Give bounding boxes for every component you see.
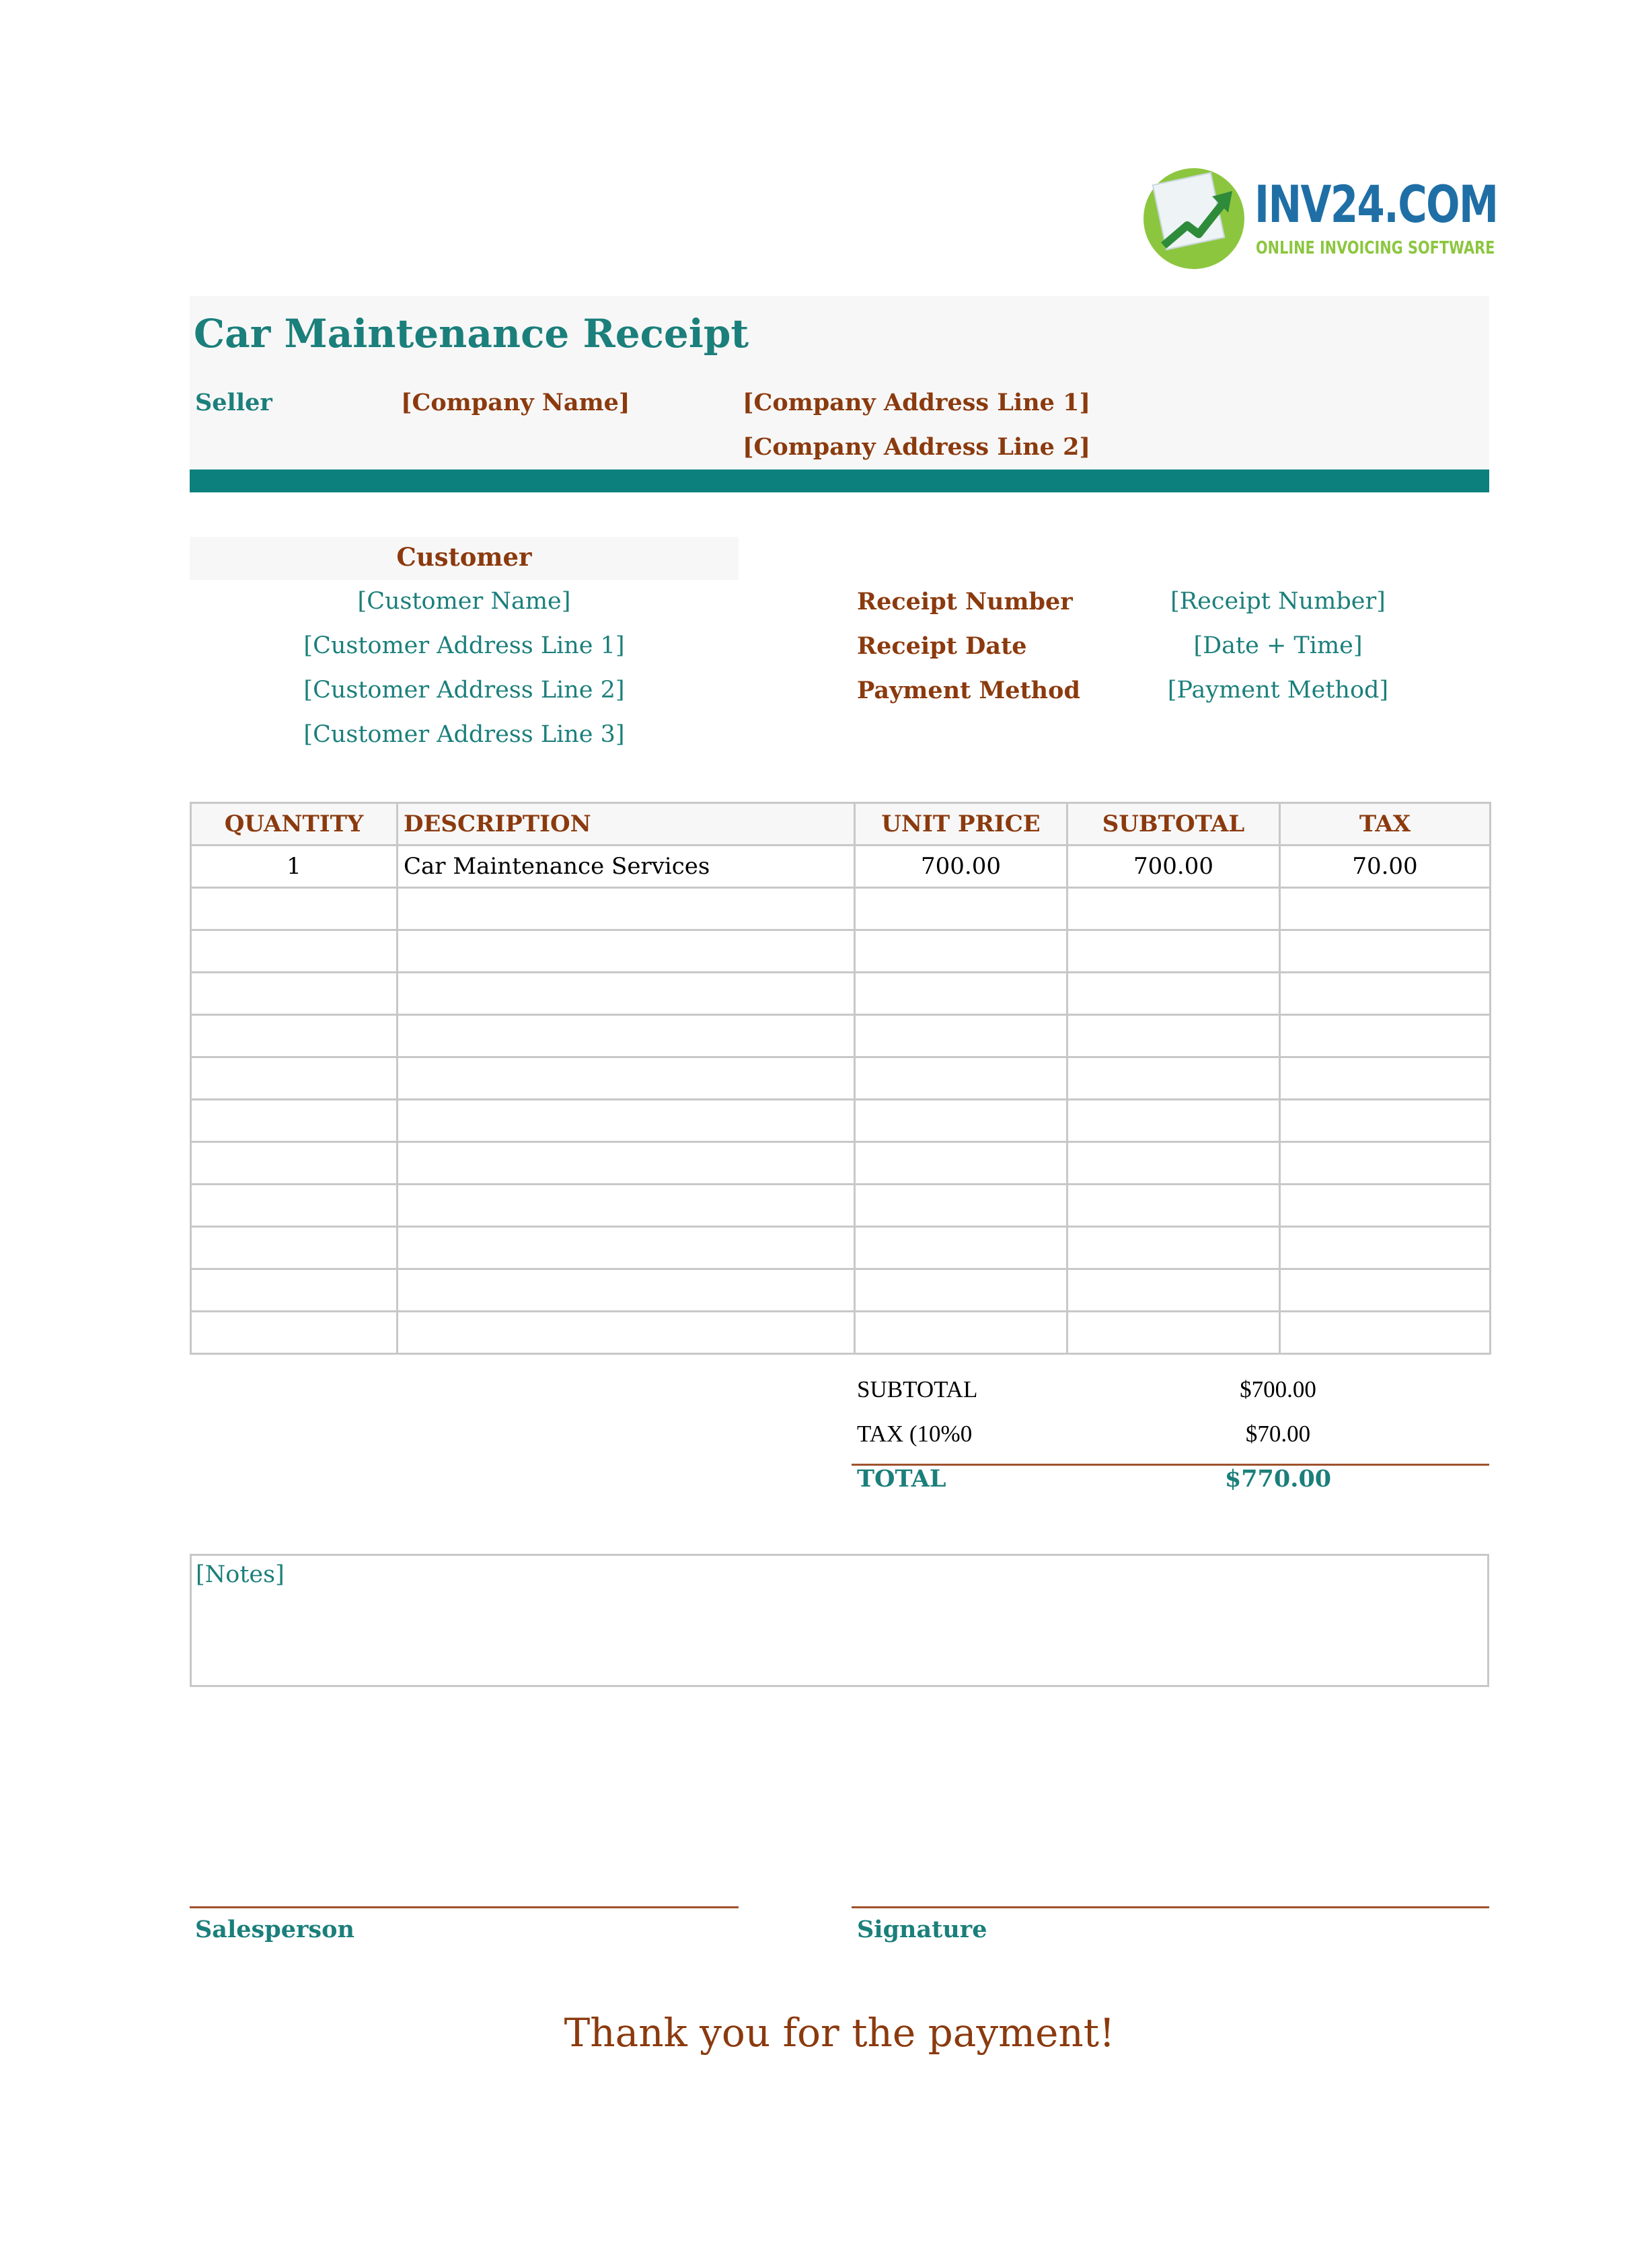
empty-cell: [398, 973, 855, 1015]
cell-description: Car Maintenance Services: [398, 846, 855, 888]
header-description: DESCRIPTION: [398, 803, 855, 846]
empty-cell: [398, 1015, 855, 1057]
header-quantity: QUANTITY: [191, 803, 398, 846]
tax-value: $70.00: [1245, 1421, 1311, 1447]
empty-cell: [1280, 1269, 1491, 1312]
empty-cell: [855, 1185, 1067, 1227]
empty-cell: [191, 1269, 398, 1312]
cell-unit-price: 700.00: [855, 846, 1067, 888]
empty-cell: [1280, 1015, 1491, 1057]
empty-cell: [1280, 973, 1491, 1015]
company-address-line-1: [Company Address Line 1]: [743, 389, 1091, 416]
table-row: [191, 930, 1491, 973]
empty-cell: [855, 1269, 1067, 1312]
empty-cell: [1067, 1312, 1280, 1354]
empty-cell: [398, 1185, 855, 1227]
total-label: TOTAL: [857, 1465, 946, 1493]
empty-cell: [1067, 1227, 1280, 1269]
empty-cell: [1067, 1269, 1280, 1312]
seller-label: Seller: [195, 389, 272, 416]
empty-cell: [1067, 888, 1280, 930]
table-row: [191, 1015, 1491, 1057]
signature-line: [852, 1906, 1489, 1908]
empty-cell: [1280, 1057, 1491, 1100]
empty-cell: [1067, 1100, 1280, 1142]
items-table: [190, 802, 1491, 1355]
table-row: [191, 1185, 1491, 1227]
empty-cell: [1067, 1057, 1280, 1100]
notes-box[interactable]: [190, 1554, 1489, 1687]
header-unit-price: UNIT PRICE: [855, 803, 1067, 846]
empty-cell: [398, 888, 855, 930]
customer-address-line-1: [Customer Address Line 1]: [303, 632, 625, 659]
header-tax: TAX: [1280, 803, 1491, 846]
page-title: Car Maintenance Receipt: [194, 311, 749, 357]
table-row: [191, 888, 1491, 930]
empty-cell: [191, 1100, 398, 1142]
salesperson-label: Salesperson: [195, 1916, 354, 1943]
inv24-logo: [1143, 168, 1498, 269]
empty-cell: [855, 973, 1067, 1015]
receipt-date-label: Receipt Date: [857, 632, 1027, 660]
receipt-date-value: [Date + Time]: [1193, 632, 1363, 659]
empty-cell: [855, 1312, 1067, 1354]
receipt-number-label: Receipt Number: [857, 588, 1073, 615]
cell-subtotal: 700.00: [1067, 846, 1280, 888]
empty-cell: [1067, 1142, 1280, 1185]
table-row: [191, 1312, 1491, 1354]
receipt-number-value: [Receipt Number]: [1170, 588, 1386, 615]
empty-cell: [1280, 1312, 1491, 1354]
empty-cell: [191, 930, 398, 973]
company-name: [Company Name]: [401, 389, 630, 416]
table-row: [191, 1100, 1491, 1142]
empty-cell: [191, 973, 398, 1015]
logo-arrow-icon: [1157, 182, 1238, 256]
empty-cell: [191, 1312, 398, 1354]
thank-you-message: Thank you for the payment!: [564, 2010, 1115, 2056]
tax-label: TAX (10%0: [857, 1421, 973, 1447]
table-row: [191, 1142, 1491, 1185]
empty-cell: [1280, 1142, 1491, 1185]
subtotal-value: $700.00: [1240, 1376, 1316, 1402]
empty-cell: [191, 1015, 398, 1057]
empty-cell: [855, 930, 1067, 973]
empty-cell: [398, 1142, 855, 1185]
empty-cell: [191, 1057, 398, 1100]
logo-tagline: ONLINE INVOICING SOFTWARE: [1256, 238, 1495, 258]
salesperson-line: [190, 1906, 739, 1908]
empty-cell: [191, 1227, 398, 1269]
empty-cell: [1067, 930, 1280, 973]
cell-tax: 70.00: [1280, 846, 1491, 888]
payment-method-value: [Payment Method]: [1167, 677, 1389, 704]
subtotal-label: SUBTOTAL: [857, 1376, 978, 1402]
empty-cell: [191, 1142, 398, 1185]
empty-cell: [1280, 930, 1491, 973]
empty-cell: [398, 1227, 855, 1269]
empty-cell: [191, 888, 398, 930]
notes-text: [Notes]: [196, 1561, 285, 1588]
header-divider-bar: [190, 470, 1489, 492]
empty-cell: [398, 1312, 855, 1354]
total-value: $770.00: [1224, 1465, 1332, 1493]
table-row: [191, 973, 1491, 1015]
empty-cell: [398, 930, 855, 973]
empty-cell: [1280, 888, 1491, 930]
table-row: [191, 1057, 1491, 1100]
logo-name: INV24.COM: [1254, 174, 1498, 234]
empty-cell: [398, 1057, 855, 1100]
header-subtotal: SUBTOTAL: [1067, 803, 1280, 846]
empty-cell: [855, 1142, 1067, 1185]
empty-cell: [1067, 1015, 1280, 1057]
customer-name: [Customer Name]: [357, 588, 571, 615]
empty-cell: [855, 1100, 1067, 1142]
empty-cell: [855, 1015, 1067, 1057]
empty-cell: [191, 1185, 398, 1227]
customer-address-line-2: [Customer Address Line 2]: [303, 677, 625, 704]
empty-cell: [855, 888, 1067, 930]
empty-cell: [855, 1227, 1067, 1269]
empty-cell: [398, 1100, 855, 1142]
empty-cell: [1280, 1227, 1491, 1269]
company-address-line-2: [Company Address Line 2]: [743, 433, 1091, 461]
customer-address-line-3: [Customer Address Line 3]: [303, 721, 625, 748]
customer-heading: Customer: [396, 542, 532, 572]
signature-label: Signature: [857, 1916, 987, 1943]
empty-cell: [1067, 973, 1280, 1015]
cell-quantity: 1: [191, 846, 398, 888]
table-row: [191, 1269, 1491, 1312]
empty-cell: [1280, 1100, 1491, 1142]
empty-cell: [398, 1269, 855, 1312]
empty-cell: [1280, 1185, 1491, 1227]
payment-method-label: Payment Method: [857, 677, 1080, 704]
table-row: [191, 846, 1491, 888]
table-header-row: [191, 803, 1491, 846]
empty-cell: [1067, 1185, 1280, 1227]
empty-cell: [855, 1057, 1067, 1100]
table-row: [191, 1227, 1491, 1269]
